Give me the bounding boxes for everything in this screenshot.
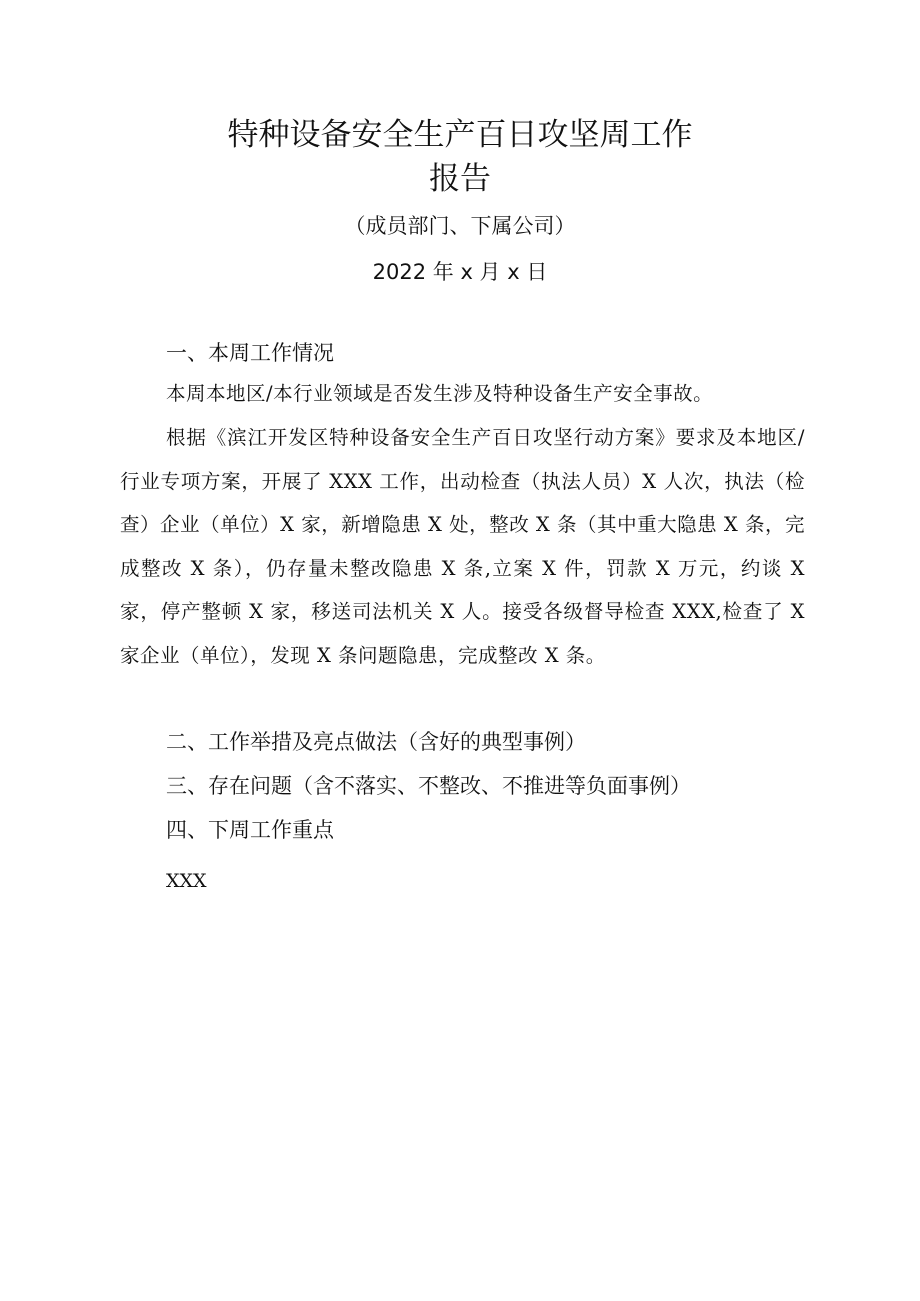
document-title-line1: 特种设备安全生产百日攻坚周工作	[227, 117, 693, 153]
section-heading-weekly-work: 一、本周工作情况	[166, 341, 334, 365]
next-week-placeholder: XXX	[166, 870, 207, 892]
document-title-line2: 报告	[429, 161, 491, 197]
paragraph-work-details: 根据《滨江开发区特种设备安全生产百日攻坚行动方案》要求及本地区/行业专项方案，开展了 XXX 工作，出动检查（执法人员）X 人次，执法（检查）企业（单位）X 家，新增隐患 X 处，整改 X 条（其中重大隐患 X 条，完成整改 X 条），仍存量未整改隐患 X 条,立案 X 件，罚款 X 万元，约谈 X 家，停产整顿 X 家，移送司法机关 X 人。接受各级督导检查 XXX,检查了 X 家企业（单位），发现 X 条问题隐患，完成整改 X 条。	[120, 426, 805, 667]
section-heading-measures: 二、工作举措及亮点做法（含好的典型事例）	[166, 730, 586, 754]
document-date: 2022 年 x 月 x 日	[372, 260, 548, 284]
paragraph-accident-status: 本周本地区/本行业领域是否发生涉及特种设备生产安全事故。	[166, 382, 714, 405]
section-heading-next-week: 四、下周工作重点	[166, 818, 334, 842]
section-heading-problems: 三、存在问题（含不落实、不整改、不推进等负面事例）	[166, 774, 691, 798]
document-subtitle: （成员部门、下属公司）	[344, 214, 576, 238]
